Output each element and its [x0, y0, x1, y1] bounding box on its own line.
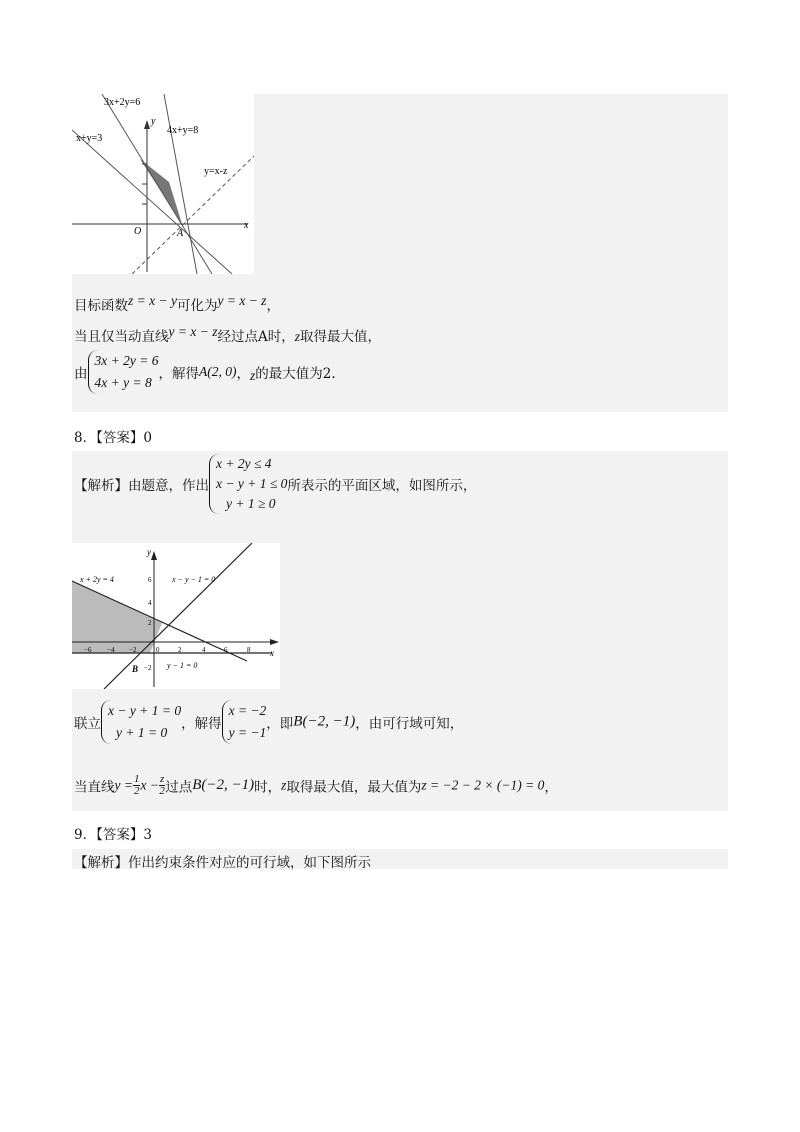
x-axis-arrow-icon: [270, 639, 279, 645]
line-condition: 当且仅当动直线y = x − z经过点A时，z取得最大值，: [74, 324, 381, 345]
svg-text:−2: −2: [144, 664, 152, 672]
max-line-8: 当直线y = $\frac{1}{2}$ x − $\frac{z}{2}$ 过点B(−2, −1)时，z取得最大值，最大值为z = −2 − 2 × (−1) = 0，: [74, 773, 558, 797]
point-a-label: A: [177, 228, 184, 239]
x-axis-label-7: x: [244, 220, 249, 231]
svg-text:6: 6: [224, 646, 228, 654]
y-axis-label-8: y: [147, 547, 151, 557]
origin-label-7: O: [134, 226, 142, 237]
graph-7: [72, 94, 254, 274]
label-yxz: y=x-z: [204, 166, 228, 177]
x-axis-label-8: x: [270, 648, 274, 658]
line-xy3: [72, 130, 232, 274]
join-system-8: x − y + 1 = 0 y + 1 = 0: [101, 700, 181, 744]
system-7: 3x + 2y = 6 4x + y = 8: [88, 350, 159, 394]
label-4xy8: 4x+y=8: [167, 125, 199, 136]
label-y1: y − 1 = 0: [167, 661, 198, 670]
svg-text:−6: −6: [84, 646, 92, 654]
join-line-8: 联立x − y + 1 = 0 y + 1 = 0，解得x = −2 y = −1，即B(−2, −1)，由可行域可知，: [74, 700, 463, 744]
y-axis-arrow-icon: [144, 120, 150, 129]
point-b-label: B: [132, 664, 139, 674]
svg-text:−2: −2: [129, 646, 137, 654]
figure-8: [72, 543, 280, 689]
fraction-z-half: $\frac{z}{2}$: [159, 773, 165, 797]
explanation-8: 【解析】由题意，作出x + 2y ≤ 4 x − y + 1 ≤ 0 y + 1 ≥ 0所表示的平面区域，如图所示，: [74, 454, 476, 514]
label-xy3: x+y=3: [76, 133, 103, 144]
svg-text:8: 8: [247, 646, 251, 654]
label-3x2y6: 3x+2y=6: [104, 97, 141, 108]
line-solve-7: 由3x + 2y = 6 4x + y = 8，解得A(2, 0)，z的最大值为2.: [74, 350, 336, 394]
fraction-half: $\frac{1}{2}$: [133, 773, 140, 797]
svg-text:0: 0: [156, 646, 160, 654]
svg-text:−4: −4: [107, 646, 115, 654]
answer-8: 8．【答案】0: [74, 430, 152, 446]
label-x2y4: x + 2y = 4: [80, 575, 114, 584]
label-xy1: x − y − 1 = 0: [172, 575, 216, 584]
constraints-8: x + 2y ≤ 4 x − y + 1 ≤ 0 y + 1 ≥ 0: [209, 454, 287, 514]
figure-7: [72, 94, 254, 274]
answer-9: 9．【答案】3: [74, 827, 152, 843]
svg-text:4: 4: [202, 646, 206, 654]
y-axis-label-7: y: [151, 116, 156, 127]
graph-8: [72, 543, 280, 689]
solution-system-8: x = −2 y = −1: [222, 700, 267, 744]
svg-text:2: 2: [178, 646, 182, 654]
svg-text:2: 2: [148, 619, 152, 627]
y-axis-arrow-icon: [151, 551, 157, 560]
svg-text:4: 4: [148, 599, 152, 607]
explanation-9: 【解析】作出约束条件对应的可行域，如下图所示: [74, 855, 371, 871]
line-objective: 目标函数z = x − y可化为y = x − z，: [74, 293, 280, 314]
svg-text:6: 6: [148, 576, 152, 584]
line-3x2y6: [102, 94, 212, 274]
